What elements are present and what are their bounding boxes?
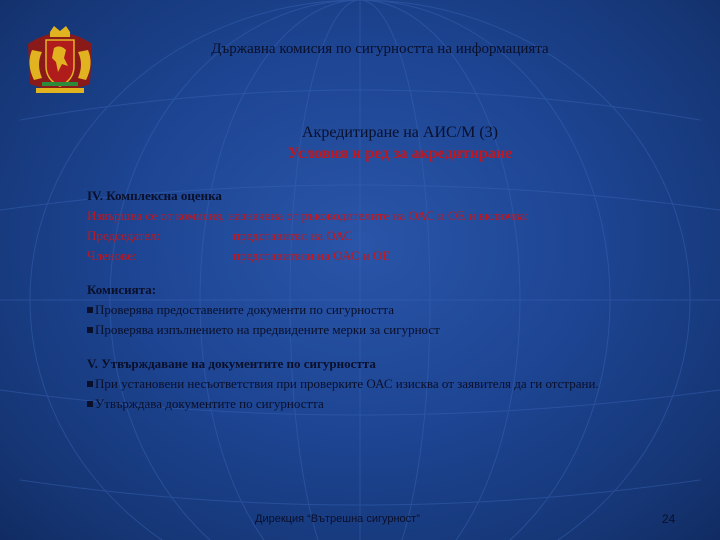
bullet-text: Проверява изпълнението на предвидените мерки за сигурност (95, 322, 440, 337)
section-iv-heading: IV. Комплексна оценка (87, 188, 222, 203)
role-description: представители на ОАС и ОЕ (233, 248, 391, 263)
coat-of-arms-icon (20, 24, 100, 100)
slide-subtitle: Условия и ред за акредитиране (287, 145, 513, 162)
bullet-text: Утвърждава документите по сигурността (95, 396, 324, 411)
section-iv-intro: Извършва се от комисия, назначена от ръководителите на ОАС и ОЕ и включва: (87, 208, 529, 223)
bullet-text: При установени несъответствия при проверките ОАС изисква от заявителя да ги отстрани. (95, 376, 599, 391)
commission-heading: Комисията: (87, 282, 157, 297)
bullet-item (87, 394, 679, 414)
organization-title: Държавна комисия по сигурността на информацията (211, 41, 549, 57)
role-row (87, 246, 679, 266)
role-label: Председател: (87, 228, 161, 243)
bullet-text: Проверява предоставените документи по сигурността (95, 302, 395, 317)
square-bullet-icon (87, 327, 93, 333)
bullet-item (87, 300, 679, 320)
slide-title-block (160, 122, 640, 164)
page-number: 24 (662, 512, 676, 526)
slide-content (87, 186, 679, 414)
slide-title: Акредитиране на АИС/М (3) (301, 124, 498, 141)
footer-directorate: Дирекция “Вътрешна сигурност” (255, 513, 420, 525)
bullet-item (87, 374, 679, 394)
square-bullet-icon (87, 381, 93, 387)
role-row (87, 226, 679, 246)
square-bullet-icon (87, 307, 93, 313)
section-v-heading: V. Утвърждаване на документите по сигурността (87, 356, 376, 371)
square-bullet-icon (87, 401, 93, 407)
role-label: Членове: (87, 248, 137, 263)
bullet-item (87, 320, 679, 340)
role-description: представител на ОАС (233, 228, 353, 243)
